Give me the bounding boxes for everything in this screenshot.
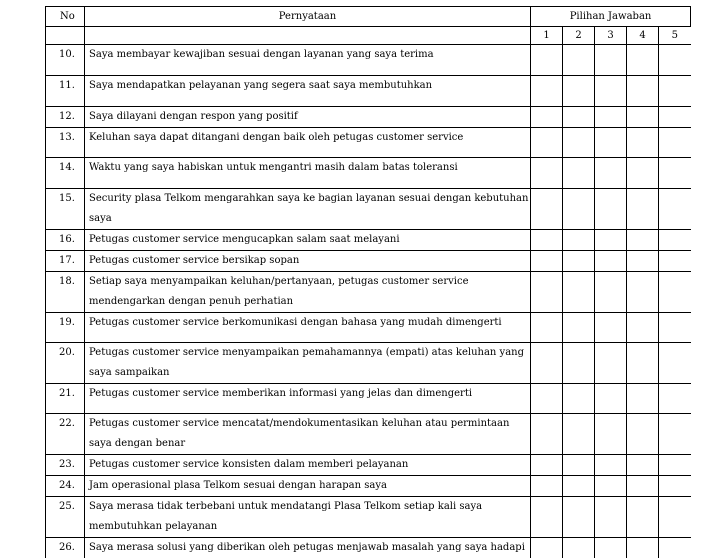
answer-cell-2[interactable] [563, 251, 595, 272]
answer-cell-2[interactable] [563, 76, 595, 107]
answer-cell-3[interactable] [595, 272, 627, 313]
answer-cell-1[interactable] [531, 158, 563, 189]
row-number: 10. [46, 45, 85, 76]
answer-cell-5[interactable] [659, 414, 691, 455]
row-number: 16. [46, 230, 85, 251]
statement-text: Petugas customer service mengucapkan salam saat melayani [85, 230, 531, 251]
answer-cell-3[interactable] [595, 128, 627, 158]
scale-row [46, 27, 691, 45]
answer-cell-4[interactable] [627, 313, 659, 343]
scale-2: 2 [563, 27, 595, 45]
answer-cell-4[interactable] [627, 251, 659, 272]
statement-text: Waktu yang saya habiskan untuk mengantri masih dalam batas toleransi [85, 158, 531, 189]
answer-cell-1[interactable] [531, 76, 563, 107]
answer-cell-2[interactable] [563, 107, 595, 128]
table-row [46, 45, 691, 76]
answer-cell-2[interactable] [563, 45, 595, 76]
answer-cell-3[interactable] [595, 343, 627, 384]
answer-cell-5[interactable] [659, 343, 691, 384]
answer-cell-3[interactable] [595, 230, 627, 251]
scale-5: 5 [659, 27, 691, 45]
answer-cell-3[interactable] [595, 313, 627, 343]
answer-cell-1[interactable] [531, 538, 563, 558]
answer-cell-2[interactable] [563, 158, 595, 189]
table-row [46, 455, 691, 476]
scale-3: 3 [595, 27, 627, 45]
answer-cell-4[interactable] [627, 158, 659, 189]
answer-cell-5[interactable] [659, 107, 691, 128]
scale-1: 1 [531, 27, 563, 45]
table-row [46, 189, 691, 230]
answer-cell-5[interactable] [659, 251, 691, 272]
table-row [46, 230, 691, 251]
row-number: 22. [46, 414, 85, 455]
row-number: 19. [46, 313, 85, 343]
statement-text: Jam operasional plasa Telkom sesuai dengan harapan saya [85, 476, 531, 497]
row-number: 17. [46, 251, 85, 272]
answer-cell-3[interactable] [595, 45, 627, 76]
statement-text: Setiap saya menyampaikan keluhan/pertanyaan, petugas customer service mendengarkan dengan penuh perhatian [85, 272, 531, 313]
answer-cell-5[interactable] [659, 313, 691, 343]
answer-cell-3[interactable] [595, 76, 627, 107]
answer-cell-2[interactable] [563, 189, 595, 230]
statement-text: Saya merasa solusi yang diberikan oleh petugas menjawab masalah yang saya hadapi [85, 538, 531, 558]
answer-cell-5[interactable] [659, 384, 691, 414]
statement-text: Keluhan saya dapat ditangani dengan baik oleh petugas customer service [85, 128, 531, 158]
answer-cell-3[interactable] [595, 384, 627, 414]
table-row [46, 272, 691, 313]
answer-cell-1[interactable] [531, 497, 563, 538]
answer-cell-1[interactable] [531, 251, 563, 272]
answer-cell-2[interactable] [563, 230, 595, 251]
answer-cell-2[interactable] [563, 128, 595, 158]
answer-cell-5[interactable] [659, 230, 691, 251]
answer-cell-2[interactable] [563, 538, 595, 558]
scale-row-blank [46, 27, 85, 45]
answer-cell-2[interactable] [563, 414, 595, 455]
row-number: 18. [46, 272, 85, 313]
answer-cell-1[interactable] [531, 128, 563, 158]
answer-cell-5[interactable] [659, 497, 691, 538]
answer-cell-5[interactable] [659, 272, 691, 313]
statement-text: Petugas customer service menyampaikan pemahamannya (empati) atas keluhan yang saya sampaikan [85, 343, 531, 384]
answer-cell-3[interactable] [595, 158, 627, 189]
answer-cell-2[interactable] [563, 476, 595, 497]
answer-cell-3[interactable] [595, 538, 627, 558]
row-number: 23. [46, 455, 85, 476]
statement-text: Petugas customer service memberikan informasi yang jelas dan dimengerti [85, 384, 531, 414]
answer-cell-2[interactable] [563, 343, 595, 384]
row-number: 14. [46, 158, 85, 189]
answer-cell-1[interactable] [531, 189, 563, 230]
answer-cell-2[interactable] [563, 455, 595, 476]
answer-cell-3[interactable] [595, 107, 627, 128]
answer-cell-1[interactable] [531, 384, 563, 414]
table-row [46, 158, 691, 189]
answer-cell-5[interactable] [659, 45, 691, 76]
row-number: 24. [46, 476, 85, 497]
table-row [46, 343, 691, 384]
answer-cell-3[interactable] [595, 497, 627, 538]
no-header: No [46, 7, 85, 27]
table-row [46, 538, 691, 558]
answer-cell-3[interactable] [595, 476, 627, 497]
row-number: 15. [46, 189, 85, 230]
answer-cell-4[interactable] [627, 230, 659, 251]
answer-cell-5[interactable] [659, 538, 691, 558]
row-number: 25. [46, 497, 85, 538]
answer-cell-1[interactable] [531, 230, 563, 251]
row-number: 26. [46, 538, 85, 558]
statement-text: Saya membayar kewajiban sesuai dengan layanan yang saya terima [85, 45, 531, 76]
table-row [46, 128, 691, 158]
row-number: 13. [46, 128, 85, 158]
table-row [46, 313, 691, 343]
statement-text: Petugas customer service bersikap sopan [85, 251, 531, 272]
answer-cell-5[interactable] [659, 476, 691, 497]
statement-text: Petugas customer service berkomunikasi dengan bahasa yang mudah dimengerti [85, 313, 531, 343]
scale-4: 4 [627, 27, 659, 45]
row-number: 11. [46, 76, 85, 107]
answer-cell-4[interactable] [627, 384, 659, 414]
row-number: 20. [46, 343, 85, 384]
statement-text: Saya mendapatkan pelayanan yang segera saat saya membutuhkan [85, 76, 531, 107]
answer-cell-4[interactable] [627, 189, 659, 230]
answer-cell-1[interactable] [531, 343, 563, 384]
answer-cell-4[interactable] [627, 343, 659, 384]
answer-cell-1[interactable] [531, 107, 563, 128]
row-number: 12. [46, 107, 85, 128]
answer-cell-4[interactable] [627, 128, 659, 158]
answer-cell-2[interactable] [563, 272, 595, 313]
table-row [46, 414, 691, 455]
answer-cell-4[interactable] [627, 76, 659, 107]
answer-cell-3[interactable] [595, 251, 627, 272]
answer-cell-4[interactable] [627, 107, 659, 128]
answer-cell-4[interactable] [627, 538, 659, 558]
answer-cell-1[interactable] [531, 455, 563, 476]
questionnaire-table [45, 6, 691, 558]
answer-cell-4[interactable] [627, 45, 659, 76]
table-row [46, 107, 691, 128]
table-body [46, 45, 691, 558]
table-row [46, 476, 691, 497]
answer-cell-2[interactable] [563, 313, 595, 343]
statement-text: Saya dilayani dengan respon yang positif [85, 107, 531, 128]
answer-cell-5[interactable] [659, 158, 691, 189]
answer-cell-4[interactable] [627, 497, 659, 538]
header-row [46, 7, 691, 27]
scale-row-blank [85, 27, 531, 45]
answer-cell-1[interactable] [531, 45, 563, 76]
answer-cell-4[interactable] [627, 414, 659, 455]
table-row [46, 251, 691, 272]
statement-header: Pernyataan [85, 7, 531, 27]
answer-header: Pilihan Jawaban [531, 7, 691, 27]
answer-cell-1[interactable] [531, 414, 563, 455]
answer-cell-3[interactable] [595, 414, 627, 455]
answer-cell-4[interactable] [627, 476, 659, 497]
answer-cell-1[interactable] [531, 476, 563, 497]
answer-cell-5[interactable] [659, 128, 691, 158]
statement-text: Petugas customer service konsisten dalam memberi pelayanan [85, 455, 531, 476]
statement-text: Security plasa Telkom mengarahkan saya ke bagian layanan sesuai dengan kebutuhan saya [85, 189, 531, 230]
answer-cell-1[interactable] [531, 272, 563, 313]
answer-cell-5[interactable] [659, 76, 691, 107]
answer-cell-4[interactable] [627, 455, 659, 476]
row-number: 21. [46, 384, 85, 414]
table-row [46, 384, 691, 414]
statement-text: Petugas customer service mencatat/mendokumentasikan keluhan atau permintaan saya dengan benar [85, 414, 531, 455]
table-row [46, 76, 691, 107]
answer-cell-2[interactable] [563, 384, 595, 414]
answer-cell-3[interactable] [595, 455, 627, 476]
answer-cell-5[interactable] [659, 455, 691, 476]
answer-cell-4[interactable] [627, 272, 659, 313]
answer-cell-3[interactable] [595, 189, 627, 230]
answer-cell-2[interactable] [563, 497, 595, 538]
statement-text: Saya merasa tidak terbebani untuk mendatangi Plasa Telkom setiap kali saya membutuhkan pelayanan [85, 497, 531, 538]
answer-cell-5[interactable] [659, 189, 691, 230]
table-row [46, 497, 691, 538]
answer-cell-1[interactable] [531, 313, 563, 343]
